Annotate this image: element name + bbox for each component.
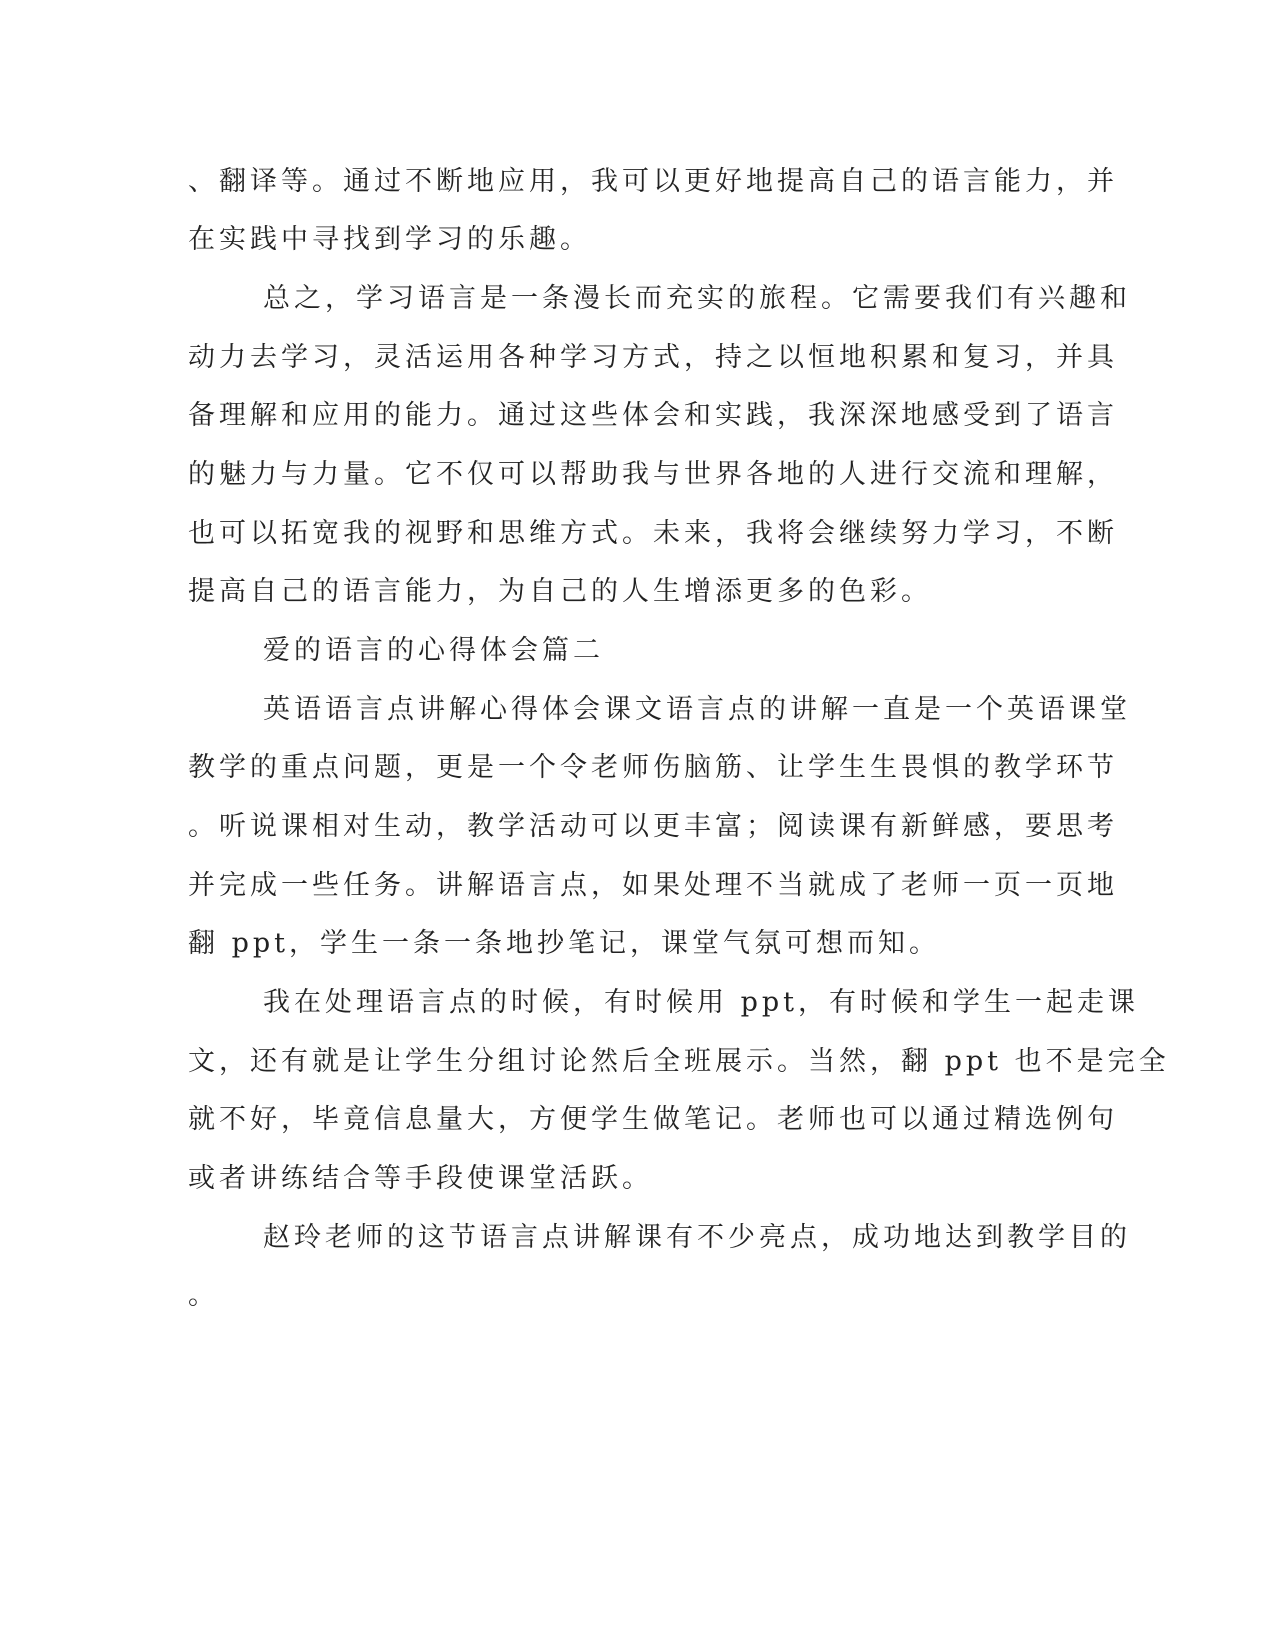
- paragraph-first-line: 赵玲老师的这节语言点讲解课有不少亮点，成功地达到教学目的: [263, 1222, 1131, 1253]
- text-line: 教学的重点问题，更是一个令老师伤脑筋、让学生生畏惧的教学环节: [188, 752, 1118, 783]
- text-line: 并完成一些任务。讲解语言点，如果处理不当就成了老师一页一页地: [188, 870, 1118, 901]
- text-line: 动力去学习，灵活运用各种学习方式，持之以恒地积累和复习，并具: [188, 342, 1118, 373]
- text-line: 。听说课相对生动，教学活动可以更丰富；阅读课有新鲜感，要思考: [188, 811, 1118, 842]
- paragraph-first-line: 英语语言点讲解心得体会课文语言点的讲解一直是一个英语课堂: [263, 694, 1131, 725]
- text-line: 。: [188, 1280, 219, 1311]
- text-line: 文，还有就是让学生分组讨论然后全班展示。当然，翻 ppt 也不是完全: [188, 1046, 1170, 1077]
- text-line: 就不好，毕竟信息量大，方便学生做笔记。老师也可以通过精选例句: [188, 1104, 1118, 1135]
- section-heading: 爱的语言的心得体会篇二: [263, 635, 604, 666]
- text-line: 的魅力与力量。它不仅可以帮助我与世界各地的人进行交流和理解，: [188, 459, 1118, 490]
- text-line: 在实践中寻找到学习的乐趣。: [188, 224, 591, 255]
- text-line: 翻 ppt，学生一条一条地抄笔记，课堂气氛可想而知。: [188, 928, 940, 959]
- text-line: 或者讲练结合等手段使课堂活跃。: [188, 1163, 653, 1194]
- paragraph-first-line: 我在处理语言点的时候，有时候用 ppt，有时候和学生一起走课: [263, 987, 1139, 1018]
- text-line: 提高自己的语言能力，为自己的人生增添更多的色彩。: [188, 576, 932, 607]
- text-line: 也可以拓宽我的视野和思维方式。未来，我将会继续努力学习，不断: [188, 518, 1118, 549]
- text-line: 、翻译等。通过不断地应用，我可以更好地提高自己的语言能力，并: [188, 166, 1118, 197]
- text-line: 备理解和应用的能力。通过这些体会和实践，我深深地感受到了语言: [188, 400, 1118, 431]
- paragraph-first-line: 总之，学习语言是一条漫长而充实的旅程。它需要我们有兴趣和: [263, 283, 1131, 314]
